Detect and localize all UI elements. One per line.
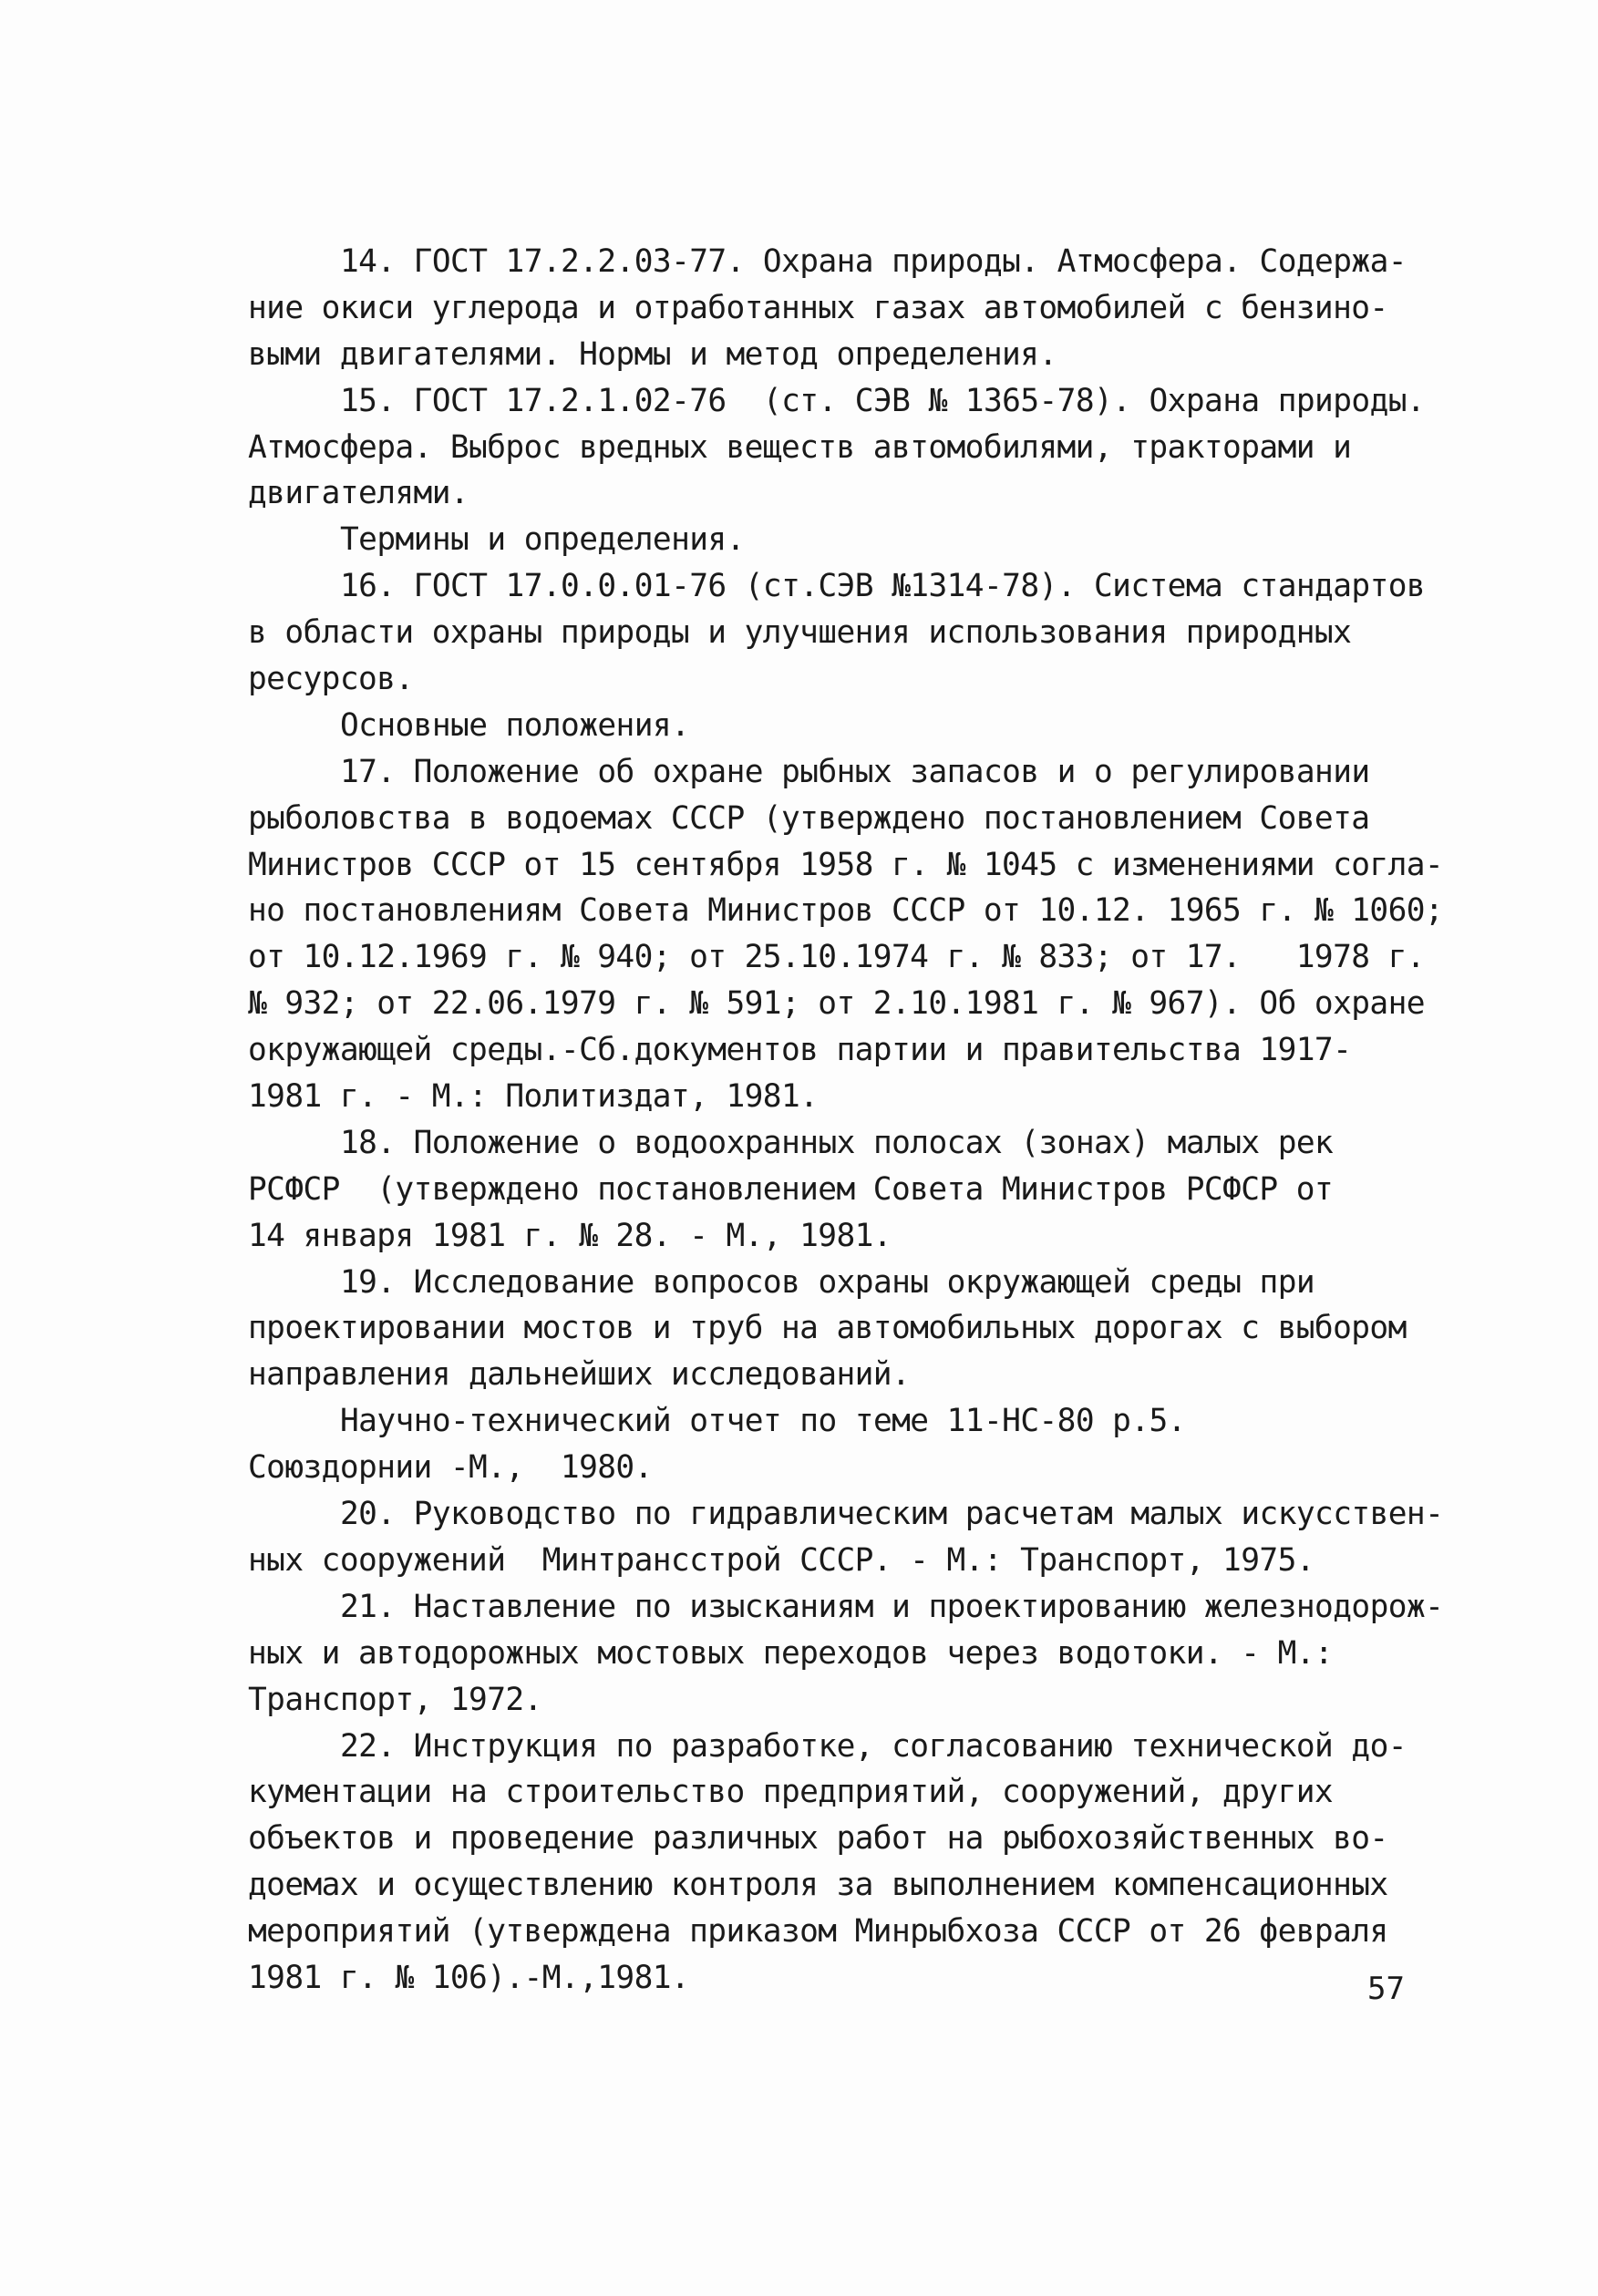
text-line: кументации на строительство предприятий, сооружений, других (248, 1774, 1334, 1811)
text-line: в области охраны природы и улучшения использования природных (248, 614, 1352, 652)
text-line: 21. Наставление по изысканиям и проектированию железнодорож- (340, 1588, 1444, 1625)
text-line: двигателями. (248, 475, 469, 512)
reference-list (248, 239, 1444, 2002)
text-line: но постановлениям Совета Министров СССР от 10.12. 1965 г. № 1060; (248, 892, 1444, 930)
text-line: № 932; от 22.06.1979 г. № 591; от 2.10.1981 г. № 967). Об охране (248, 985, 1425, 1023)
text-line: 20. Руководство по гидравлическим расчетам малых искусствен- (340, 1496, 1444, 1533)
text-line: Основные положения. (340, 706, 690, 744)
text-line: от 10.12.1969 г. № 940; от 25.10.1974 г. № 833; от 17. 1978 г. (248, 939, 1425, 976)
text-line: проектировании мостов и труб на автомобильных дорогах с выбором (248, 1310, 1407, 1347)
text-line: ресурсов. (248, 661, 414, 698)
text-line: ных сооружений Минтрансстрой СССР. - М.: Транспорт, 1975. (248, 1541, 1314, 1579)
text-line: Министров СССР от 15 сентября 1958 г. № 1045 с изменениями согла- (248, 846, 1444, 883)
text-line: Термины и определения. (340, 521, 745, 559)
text-line: 1981 г. - М.: Политиздат, 1981. (248, 1078, 819, 1116)
text-line: 19. Исследование вопросов охраны окружающей среды при (340, 1263, 1315, 1301)
text-line: 18. Положение о водоохранных полосах (зонах) малых рек (340, 1124, 1334, 1161)
text-line: рыболовства в водоемах СССР (утверждено постановлением Совета (248, 799, 1370, 837)
text-line: ние окиси углерода и отработанных газах автомобилей с бензино- (248, 289, 1388, 326)
text-line: РСФСР (утверждено постановлением Совета Министров РСФСР от (248, 1170, 1334, 1208)
text-line: доемах и осуществлению контроля за выполнением компенсационных (248, 1867, 1388, 1904)
text-line: 17. Положение об охране рыбных запасов и о регулировании (340, 753, 1370, 790)
text-line: направления дальнейших исследований. (248, 1356, 911, 1394)
text-line: 22. Инструкция по разработке, согласованию технической до- (340, 1727, 1407, 1765)
text-line: Научно-технический отчет по теме 11-НС-80 р.5. (340, 1403, 1186, 1440)
page-number: 57 (1367, 1971, 1405, 2007)
text-line: 16. ГОСТ 17.0.0.01-76 (ст.СЭВ №1314-78). Система стандартов (340, 568, 1426, 605)
text-line: 1981 г. № 106).-М.,1981. (248, 1959, 690, 1996)
text-line: 15. ГОСТ 17.2.1.02-76 (ст. СЭВ № 1365-78). Охрана природы. (340, 382, 1426, 419)
text-line: окружающей среды.-Сб.документов партии и правительства 1917- (248, 1032, 1352, 1069)
text-line: ных и автодорожных мостовых переходов через водотоки. - М.: (248, 1634, 1334, 1672)
text-line: Транспорт, 1972. (248, 1681, 542, 1718)
text-line: объектов и проведение различных работ на рыбохозяйственных во- (248, 1820, 1388, 1858)
text-line: выми двигателями. Нормы и метод определения. (248, 335, 1057, 373)
text-line: Атмосфера. Выброс вредных веществ автомобилями, тракторами и (248, 428, 1352, 466)
text-line: мероприятий (утверждена приказом Минрыбхоза СССР от 26 февраля (248, 1913, 1388, 1951)
text-line: 14 января 1981 г. № 28. - М., 1981. (248, 1217, 892, 1254)
text-line: Союздорнии -М., 1980. (248, 1449, 653, 1487)
text-line: 14. ГОСТ 17.2.2.03-77. Охрана природы. Атмосфера. Содержа- (340, 243, 1407, 280)
